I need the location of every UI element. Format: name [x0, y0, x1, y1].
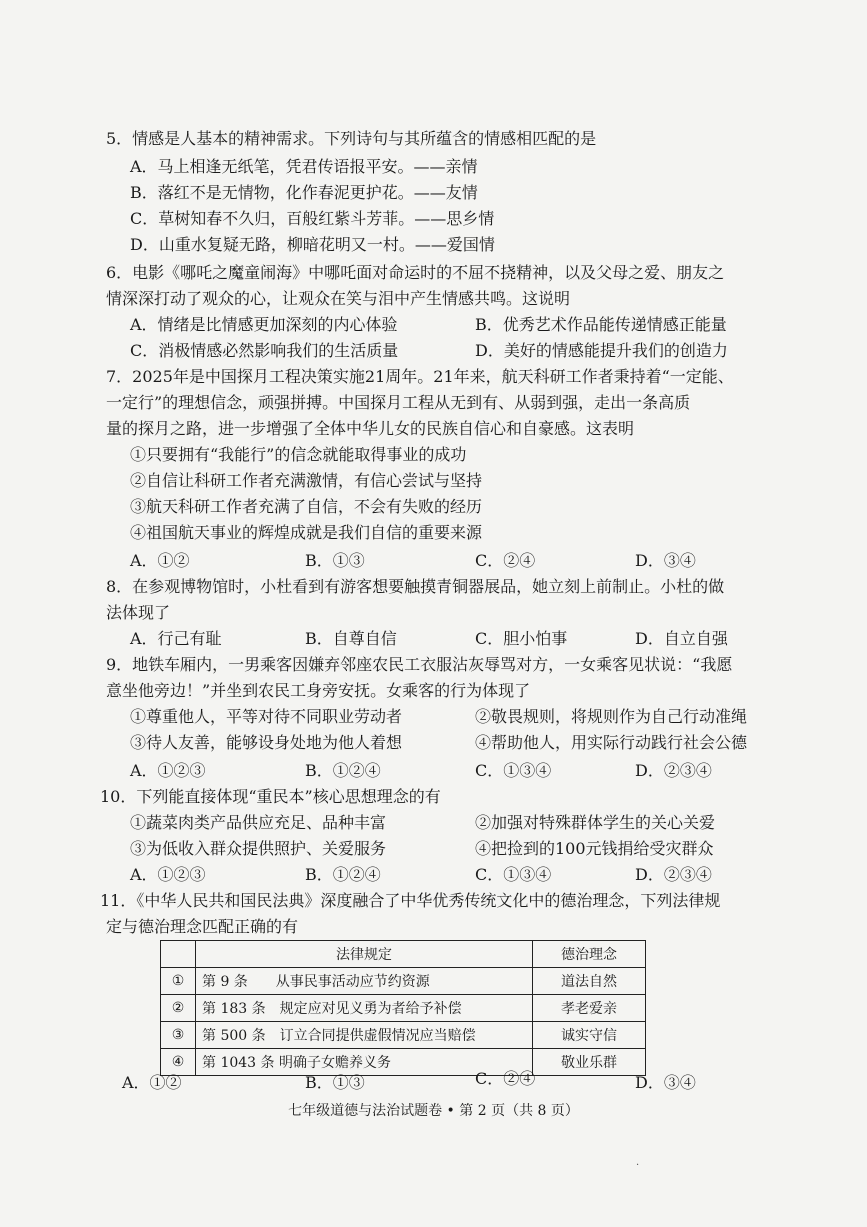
q5-option-b: B．落红不是无情物，化作春泥更护花。——友情: [130, 183, 478, 202]
q6-option-b: B．优秀艺术作品能传递情感正能量: [475, 315, 727, 334]
table-cell-num: ④: [161, 1049, 196, 1076]
q10-option-c: C．①③④: [475, 865, 552, 884]
question-7-stem-1: 7．2025年是中国探月工程决策实施21周年。21年来，航天科研工作者秉持着“一定能、: [106, 367, 734, 386]
question-10-stem: 10．下列能直接体现“重民本”核心思想理念的有: [100, 787, 441, 806]
q7-statement-2: ②自信让科研工作者充满激情，有信心尝试与坚持: [130, 471, 483, 490]
q5-option-d: D．山重水复疑无路，柳暗花明又一村。——爱国情: [130, 235, 495, 254]
q8-option-a: A．行己有耻: [130, 629, 222, 648]
q9-statement-3: ③待人友善，能够设身处地为他人着想: [130, 733, 403, 752]
q9-statement-2: ②敬畏规则，将规则作为自己行动准绳: [475, 707, 748, 726]
q6-option-d: D．美好的情感能提升我们的创造力: [475, 341, 728, 360]
q10-statement-2: ②加强对特殊群体学生的关心关爱: [475, 813, 716, 832]
table-row: [161, 968, 646, 995]
table-cell-principle: 道法自然: [533, 968, 646, 995]
q10-statement-1: ①蔬菜肉类产品供应充足、品种丰富: [130, 813, 387, 832]
table-cell-rule: 第 500 条 订立合同提供虚假情况应当赔偿: [196, 1022, 533, 1049]
table-row: [161, 1049, 646, 1076]
question-6-stem-2: 情深深打动了观众的心，让观众在笑与泪中产生情感共鸣。这说明: [106, 289, 571, 308]
table-header-rule: 法律规定: [196, 941, 533, 968]
q9-statement-1: ①尊重他人，平等对待不同职业劳动者: [130, 707, 403, 726]
scan-speck: ·: [636, 1160, 640, 1171]
question-9-stem-1: 9．地铁车厢内，一男乘客因嫌弃邻座农民工衣服沾灰辱骂对方，一女乘客见状说：“我愿: [106, 655, 733, 674]
q11-option-d: D．③④: [635, 1073, 696, 1092]
table-header-principle: 德治理念: [533, 941, 646, 968]
page-footer: 七年级道德与法治试题卷 • 第 2 页（共 8 页）: [288, 1103, 579, 1119]
table-row: [161, 1022, 646, 1049]
q7-statement-3: ③航天科研工作者充满了自信，不会有失败的经历: [130, 497, 483, 516]
q7-statement-1: ①只要拥有“我能行”的信念就能取得事业的成功: [130, 445, 467, 464]
table-cell-num: ①: [161, 968, 196, 995]
q10-statement-3: ③为低收入群众提供照护、关爱服务: [130, 839, 387, 858]
table-cell-principle: 敬业乐群: [533, 1049, 646, 1076]
question-8-stem-1: 8．在参观博物馆时，小杜看到有游客想要触摸青铜器展品，她立刻上前制止。小杜的做: [106, 577, 725, 596]
question-11-stem-2: 定与德治理念匹配正确的有: [106, 917, 299, 936]
q5-option-a: A．马上相逢无纸笔，凭君传语报平安。——亲情: [130, 157, 478, 176]
q11-option-b: B．①③: [305, 1073, 365, 1092]
q7-option-a: A．①②: [130, 551, 190, 570]
q6-option-c: C．消极情感必然影响我们的生活质量: [130, 341, 399, 360]
question-9-stem-2: 意坐他旁边！”并坐到农民工身旁安抚。女乘客的行为体现了: [106, 681, 531, 700]
q10-option-d: D．②③④: [635, 865, 712, 884]
table-cell-principle: 孝老爱亲: [533, 995, 646, 1022]
table-row: [161, 995, 646, 1022]
q9-option-a: A．①②③: [130, 761, 206, 780]
q9-option-d: D．②③④: [635, 761, 712, 780]
q7-option-b: B．①③: [305, 551, 365, 570]
q11-option-a: A．①②: [122, 1073, 182, 1092]
q10-statement-4: ④把捡到的100元钱捐给受灾群众: [475, 839, 714, 858]
question-7-stem-3: 量的探月之路，进一步增强了全体中华儿女的民族自信心和自豪感。这表明: [106, 419, 635, 438]
question-11-stem-1: 11．《中华人民共和国民法典》深度融合了中华优秀传统文化中的德治理念，下列法律规: [100, 891, 721, 910]
q7-option-c: C．②④: [475, 551, 536, 570]
q6-option-a: A．情绪是比情感更加深刻的内心体验: [130, 315, 398, 334]
q9-option-c: C．①③④: [475, 761, 552, 780]
civil-code-table: [160, 940, 646, 1076]
question-7-stem-2: 一定行”的理想信念，顽强拼搏。中国探月工程从无到有、从弱到强，走出一条高质: [106, 393, 691, 412]
q7-statement-4: ④祖国航天事业的辉煌成就是我们自信的重要来源: [130, 523, 483, 542]
table-header-blank: [161, 941, 196, 968]
q8-option-d: D．自立自强: [635, 629, 728, 648]
q10-option-b: B．①②④: [305, 865, 381, 884]
q8-option-c: C．胆小怕事: [475, 629, 568, 648]
table-cell-rule: 第 9 条 从事民事活动应节约资源: [196, 968, 533, 995]
table-cell-num: ③: [161, 1022, 196, 1049]
table-cell-principle: 诚实守信: [533, 1022, 646, 1049]
q9-option-b: B．①②④: [305, 761, 381, 780]
table-header-row: [161, 941, 646, 968]
table-cell-rule: 第 1043 条 明确子女赡养义务: [196, 1049, 533, 1076]
q10-option-a: A．①②③: [130, 865, 206, 884]
q8-option-b: B．自尊自信: [305, 629, 397, 648]
q5-option-c: C．草树知春不久归，百般红紫斗芳菲。——思乡情: [130, 209, 495, 228]
table-cell-rule: 第 183 条 规定应对见义勇为者给予补偿: [196, 995, 533, 1022]
q7-option-d: D．③④: [635, 551, 696, 570]
q11-option-c: C．②④: [475, 1069, 536, 1088]
table-cell-num: ②: [161, 995, 196, 1022]
question-6-stem-1: 6．电影《哪吒之魔童闹海》中哪吒面对命运时的不屈不挠精神，以及父母之爱、朋友之: [106, 263, 725, 282]
q9-statement-4: ④帮助他人，用实际行动践行社会公德: [475, 733, 748, 752]
question-5-stem: 5．情感是人基本的精神需求。下列诗句与其所蕴含的情感相匹配的是: [106, 129, 597, 148]
question-8-stem-2: 法体现了: [106, 603, 171, 622]
